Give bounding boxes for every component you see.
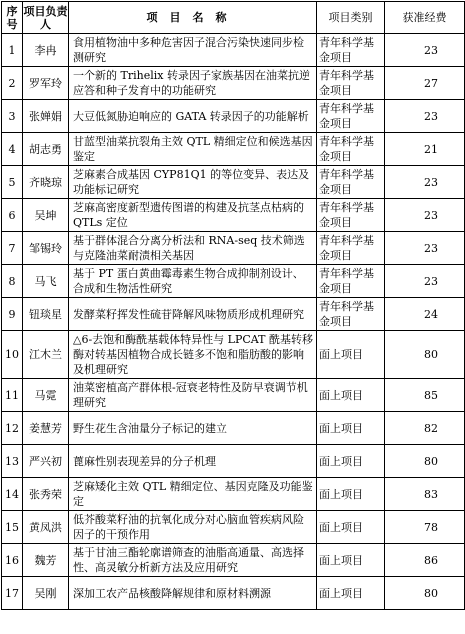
row-no: 1	[2, 34, 23, 67]
table-row	[2, 577, 465, 610]
row-no: 12	[2, 412, 23, 445]
row-funding: 24	[385, 298, 465, 331]
table-row	[2, 232, 465, 265]
row-funding: 23	[385, 34, 465, 67]
row-type: 面上项目	[317, 478, 385, 511]
row-funding: 78	[385, 511, 465, 544]
row-leader: 齐晓琼	[23, 166, 69, 199]
row-title: 食用植物油中多种危害因子混合污染快速同步检测研究	[69, 34, 317, 67]
row-leader: 张秀荣	[23, 478, 69, 511]
table-row	[2, 511, 465, 544]
row-type: 面上项目	[317, 331, 385, 379]
header-leader: 项目负责人	[23, 2, 69, 34]
row-no: 3	[2, 100, 23, 133]
table-row	[2, 331, 465, 379]
row-no: 15	[2, 511, 23, 544]
row-funding: 23	[385, 199, 465, 232]
row-title: 发酵菜籽挥发性硫苷降解风味物质形成机理研究	[69, 298, 317, 331]
row-no: 14	[2, 478, 23, 511]
row-no: 10	[2, 331, 23, 379]
row-title: 芝麻矮化主效 QTL 精细定位、基因克隆及功能鉴定	[69, 478, 317, 511]
row-no: 2	[2, 67, 23, 100]
row-leader: 江木兰	[23, 331, 69, 379]
row-title: 基于甘油三酯轮廓谱筛查的油脂高通量、高选择性、高灵敏分析新方法及应用研究	[69, 544, 317, 577]
row-type: 面上项目	[317, 544, 385, 577]
table-row	[2, 412, 465, 445]
row-leader: 李冉	[23, 34, 69, 67]
row-title: 基于 PT 蛋白黄曲霉毒素生物合成抑制剂设计、合成和生物活性研究	[69, 265, 317, 298]
row-title: △6-去饱和酶酰基载体特异性与 LPCAT 酰基转移酶对转基因植物合成长链多不饱和脂肪酸的影响及机理研究	[69, 331, 317, 379]
table-row	[2, 298, 465, 331]
row-title: 芝麻高密度新型遗传图谱的构建及抗茎点枯病的 QTLs 定位	[69, 199, 317, 232]
header-type: 项目类别	[317, 2, 385, 34]
row-funding: 27	[385, 67, 465, 100]
row-funding: 85	[385, 379, 465, 412]
table-row	[2, 100, 465, 133]
row-no: 6	[2, 199, 23, 232]
row-leader: 严兴初	[23, 445, 69, 478]
table-row	[2, 199, 465, 232]
row-leader: 姜慧芳	[23, 412, 69, 445]
row-type: 青年科学基金项目	[317, 34, 385, 67]
row-type: 青年科学基金项目	[317, 265, 385, 298]
funding-table-container	[1, 1, 465, 610]
row-title: 低芥酸菜籽油的抗氧化成分对心脑血管疾病风险因子的干预作用	[69, 511, 317, 544]
row-title: 大豆低氮胁迫响应的 GATA 转录因子的功能解析	[69, 100, 317, 133]
row-type: 青年科学基金项目	[317, 298, 385, 331]
row-leader: 魏芳	[23, 544, 69, 577]
row-leader: 罗军玲	[23, 67, 69, 100]
header-no: 序号	[2, 2, 23, 34]
table-row	[2, 544, 465, 577]
row-title: 一个新的 Trihelix 转录因子家族基因在油菜抗逆应答和种子发育中的功能研究	[69, 67, 317, 100]
row-funding: 23	[385, 166, 465, 199]
row-title: 蓖麻性别表现差异的分子机理	[69, 445, 317, 478]
row-funding: 83	[385, 478, 465, 511]
row-title: 甘蓝型油菜抗裂角主效 QTL 精细定位和候选基因鉴定	[69, 133, 317, 166]
row-funding: 80	[385, 445, 465, 478]
row-leader: 马飞	[23, 265, 69, 298]
row-funding: 80	[385, 577, 465, 610]
table-row	[2, 265, 465, 298]
row-type: 面上项目	[317, 379, 385, 412]
row-no: 13	[2, 445, 23, 478]
header-funding: 获准经费	[385, 2, 465, 34]
row-type: 青年科学基金项目	[317, 67, 385, 100]
row-no: 11	[2, 379, 23, 412]
row-leader: 黄凤洪	[23, 511, 69, 544]
row-type: 面上项目	[317, 445, 385, 478]
row-leader: 邹锡玲	[23, 232, 69, 265]
row-leader: 吴坤	[23, 199, 69, 232]
row-title: 深加工农产品核酸降解规律和原材料溯源	[69, 577, 317, 610]
row-title: 油菜密植高产群体根-冠衰老特性及防早衰调节机理研究	[69, 379, 317, 412]
row-no: 5	[2, 166, 23, 199]
row-type: 青年科学基金项目	[317, 232, 385, 265]
row-funding: 80	[385, 331, 465, 379]
table-row	[2, 166, 465, 199]
row-no: 17	[2, 577, 23, 610]
header-name: 项目名称	[69, 2, 317, 34]
row-type: 青年科学基金项目	[317, 199, 385, 232]
table-row	[2, 133, 465, 166]
row-no: 7	[2, 232, 23, 265]
row-type: 青年科学基金项目	[317, 100, 385, 133]
row-type: 面上项目	[317, 511, 385, 544]
row-leader: 钮琰星	[23, 298, 69, 331]
row-funding: 23	[385, 232, 465, 265]
row-title: 野生花生含油量分子标记的建立	[69, 412, 317, 445]
row-type: 面上项目	[317, 412, 385, 445]
row-no: 9	[2, 298, 23, 331]
row-funding: 86	[385, 544, 465, 577]
row-title: 基于群体混合分离分析法和 RNA-seq 技术筛选与克隆油菜耐渍相关基因	[69, 232, 317, 265]
row-leader: 胡志勇	[23, 133, 69, 166]
row-leader: 吴刚	[23, 577, 69, 610]
row-title: 芝麻素合成基因 CYP81Q1 的等位变异、表达及功能标记研究	[69, 166, 317, 199]
table-row	[2, 445, 465, 478]
row-funding: 82	[385, 412, 465, 445]
row-leader: 马霓	[23, 379, 69, 412]
row-funding: 23	[385, 265, 465, 298]
row-type: 青年科学基金项目	[317, 133, 385, 166]
row-no: 4	[2, 133, 23, 166]
header-row	[2, 2, 465, 34]
table-row	[2, 379, 465, 412]
row-funding: 23	[385, 100, 465, 133]
row-type: 青年科学基金项目	[317, 166, 385, 199]
table-row	[2, 67, 465, 100]
row-funding: 21	[385, 133, 465, 166]
row-no: 8	[2, 265, 23, 298]
table-row	[2, 478, 465, 511]
row-leader: 张婵娟	[23, 100, 69, 133]
row-no: 16	[2, 544, 23, 577]
table-row	[2, 34, 465, 67]
row-type: 面上项目	[317, 577, 385, 610]
funding-table	[1, 1, 465, 610]
